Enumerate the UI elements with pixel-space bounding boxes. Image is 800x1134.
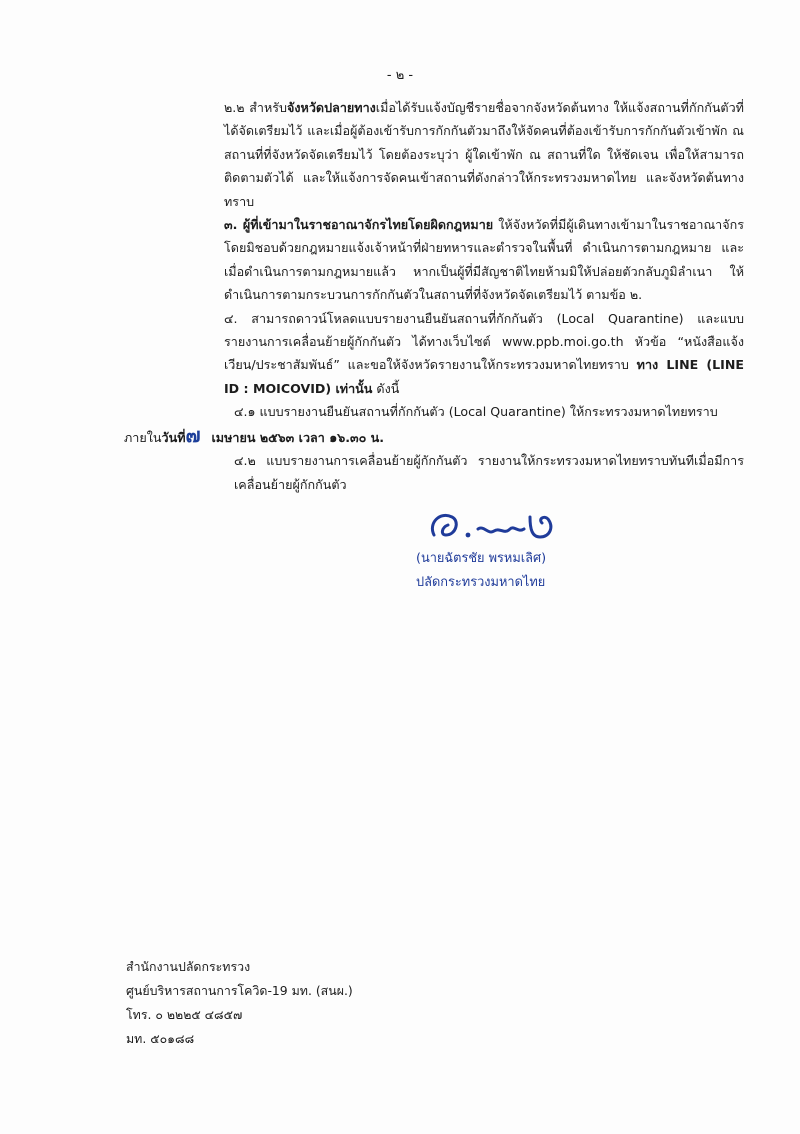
paragraph-3 — [124, 213, 744, 307]
deadline-day-label: วันที่ — [161, 429, 186, 445]
section-3-number: ๓. — [224, 217, 238, 233]
section-4-2-text: ๔.๒ แบบรายงานการเคลื่อนย้ายผู้กักกันตัว รายงานให้กระทรวงมหาดไทยทราบทันทีเมื่อมีการเคลื่อนย้ายผู้กักกันตัว — [234, 453, 744, 492]
paragraph-4-1 — [124, 400, 744, 423]
footer-center: ศูนย์บริหารสถานการโควิด-19 มท. (สนผ.) — [126, 983, 353, 998]
deadline-date: เมษายน ๒๕๖๓ เวลา ๑๖.๓๐ น. — [211, 429, 385, 445]
section-3-heading: ผู้ที่เข้ามาในราชอาณาจักรไทยโดยผิดกฎหมาย — [242, 217, 494, 233]
section-2-2-number: ๒.๒ สำหรับ — [224, 100, 288, 115]
section-4-line-id: ทาง LINE (LINE ID : MOICOVID) เท่านั้น — [224, 357, 744, 396]
signer-name: (นายฉัตรชัย พรหมเลิศ) — [416, 551, 547, 566]
deadline-line — [124, 424, 744, 449]
handwritten-signature — [426, 505, 576, 547]
footer-office: สำนักงานปลัดกระทรวง — [126, 959, 251, 974]
paragraph-4 — [124, 307, 744, 401]
section-3-text: ให้จังหวัดที่มีผู้เดินทางเข้ามาในราชอาณาจักรโดยมิชอบด้วยกฎหมายแจ้งเจ้าหน้าที่ฝ่ายทหารและตำรวจในพื้นที่ ดำเนินการตามกฎหมาย และเมื่อดำเนินการตามกฎหมายแล้ว หากเป็นผู้ที่มีสัญชาติไทยห้ามมิให้ปล่อยตัวกลับภูมิลำเนา ให้ดำเนินการตามกระบวนการกักกันตัวในสถานที่ที่จังหวัดจัดเตรียมไว้ ตามข้อ ๒. — [224, 217, 744, 303]
section-4-1-text: ๔.๑ แบบรายงานยืนยันสถานที่กักกันตัว (Local Quarantine) ให้กระทรวงมหาดไทยทราบ — [234, 404, 718, 420]
section-2-2-heading: จังหวัดปลายทาง — [287, 100, 376, 115]
footer-phone: โทร. ๐ ๒๒๒๕ ๔๘๕๗ — [126, 1007, 243, 1022]
signature-block — [410, 505, 630, 595]
footer-contact — [126, 955, 486, 1051]
footer-internal: มท. ๕๐๑๘๘ — [126, 1031, 195, 1046]
section-4-text: ๔. สามารถดาวน์โหลดแบบรายงานยืนยันสถานที่กักกันตัว (Local Quarantine) และแบบรายงานการเคลื่อนย้ายผู้กักกันตัว ได้ทางเว็บไซต์ www.ppb.moi.go.th หัวข้อ “หนังสือแจ้งเวียน/ประชาสัมพันธ์” และขอให้จังหวัดรายงานให้กระทรวงมหาดไทยทราบ — [224, 310, 744, 373]
section-2-2-text: เมื่อได้รับแจ้งบัญชีรายชื่อจากจังหวัดต้นทาง ให้แจ้งสถานที่กักกันตัวที่ได้จัดเตรียมไว้ และเมื่อผู้ต้องเข้ารับการกักกันตัวมาถึงให้จัดคนที่ต้องเข้ารับการกักกันตัวเข้าพัก ณ สถานที่ที่จังหวัดจัดเตรียมไว้ โดยต้องระบุว่า ผู้ใดเข้าพัก ณ สถานที่ใด ให้ชัดเจน เพื่อให้สามารถติดตามตัวได้ และให้แจ้งการจัดคนเข้าสถานที่ดังกล่าวให้กระทรวงมหาดไทย และจังหวัดต้นทางทราบ — [224, 100, 744, 209]
paragraph-2-2 — [124, 96, 744, 213]
signer-title: ปลัดกระทรวงมหาดไทย — [416, 575, 546, 590]
page-number: - ๒ - — [386, 68, 414, 83]
paragraph-4-2 — [124, 449, 744, 496]
deadline-within: ภายใน — [124, 429, 162, 445]
document-body — [124, 96, 744, 496]
handwritten-day: ๗ — [185, 422, 201, 447]
section-4-tail: ดังนี้ — [376, 380, 400, 396]
